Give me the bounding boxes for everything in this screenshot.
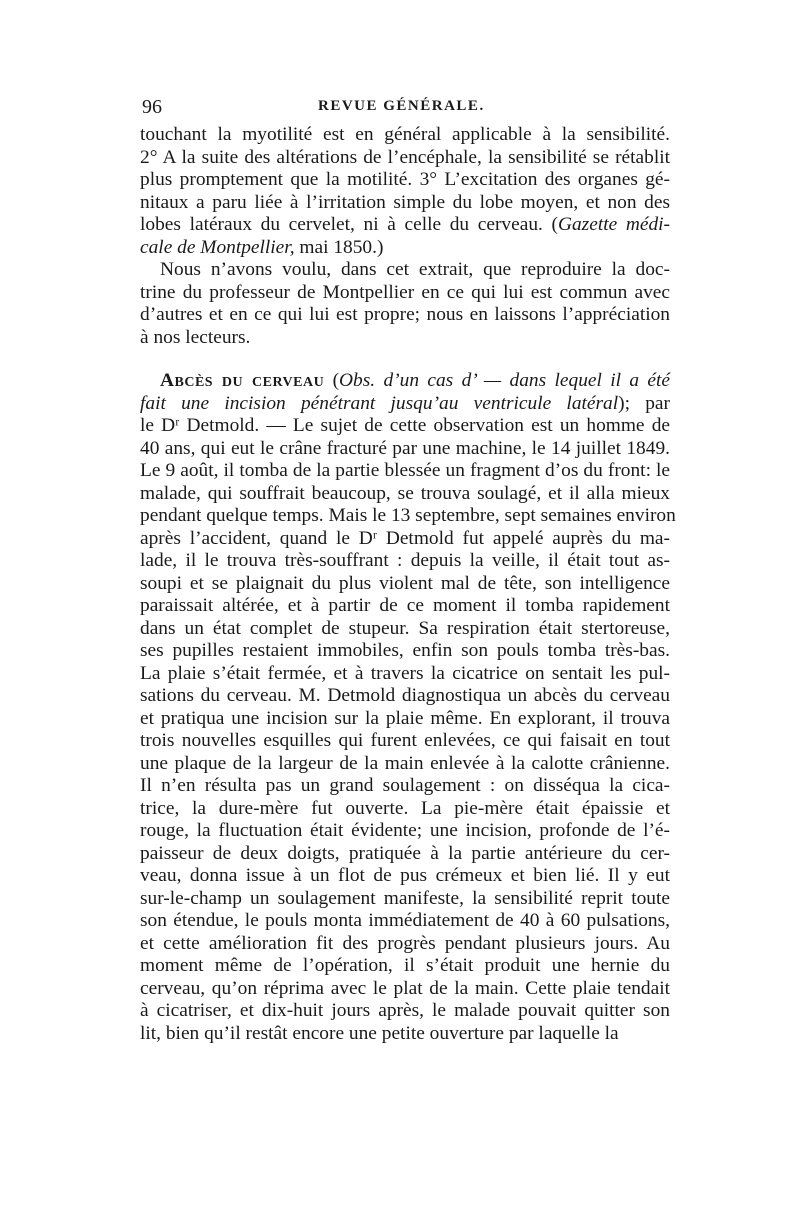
- text-line: moment même de l’opération, il s’était produit une hernie du: [140, 955, 670, 976]
- text-line: soupi et se plaignait du plus violent mal de tête, son intelligence: [140, 572, 670, 594]
- text-line: lade, il le trouva très-souffrant : depuis la veille, il était tout as-: [140, 550, 670, 571]
- text-line: sations du cerveau. M. Detmold diagnostiqua un abcès du cerveau: [140, 685, 670, 706]
- running-title: REVUE GÉNÉRALE.: [318, 98, 485, 114]
- text-line: 40 ans, qui eut le crâne fracturé par une machine, le 14 juillet 1849.: [140, 437, 670, 459]
- text-line: cerveau, qu’on réprima avec le plat de la main. Cette plaie tendait: [140, 977, 670, 999]
- text-line: nitaux a paru liée à l’irritation simple du lobe moyen, et non des: [140, 191, 670, 213]
- text-line: une plaque de la largeur de la main enlevée à la calotte crânienne.: [140, 752, 670, 774]
- text-line: malade, qui souffrait beaucoup, se trouva soulagé, et il alla mieux: [140, 482, 670, 504]
- section-heading: Abcès du cerveau: [160, 370, 325, 391]
- paragraph-editorial-note: [140, 259, 670, 349]
- text-fragment: ); par: [618, 392, 670, 414]
- section-gap: [140, 349, 670, 370]
- text-line: touchant la myotilité est en général applicable à la sensibilité.: [140, 124, 670, 145]
- text-line: [140, 370, 670, 393]
- paragraph-brain-abscess: [140, 370, 676, 1045]
- text-line: à nos lecteurs.: [140, 326, 251, 348]
- text-line: sur-le-champ un soulagement manifeste, la sensibilité reprit toute: [140, 887, 670, 909]
- citation-italic: Gazette médi-: [557, 214, 670, 235]
- text-line: le Dʳ Detmold. — Le sujet de cette observation est un homme de: [140, 415, 670, 436]
- text-line: Nous n’avons voulu, dans cet extrait, que reproduire la doc-: [160, 259, 670, 280]
- text-line: et cette amélioration fit des progrès pendant plusieurs jours. Au: [140, 932, 670, 954]
- text-line: pendant quelque temps. Mais le 13 septembre, sept semaines environ: [140, 505, 676, 526]
- citation-italic: cale de Montpellier,: [140, 236, 295, 258]
- text-line: trois nouvelles esquilles qui furent enlevées, ce qui faisait en tout: [140, 730, 670, 751]
- body-text: [140, 124, 676, 1045]
- book-page: [140, 96, 676, 1045]
- text-line: [140, 393, 670, 416]
- text-line: paraissait altérée, et à partir de ce moment il tomba rapidement: [140, 595, 670, 616]
- text-line: son étendue, le pouls monta immédiatement de 40 à 60 pulsations,: [140, 910, 670, 931]
- text-line: rouge, la fluctuation était évidente; une incision, profonde de l’é-: [140, 820, 670, 841]
- text-line: à cicatriser, et dix-huit jours après, le malade pouvait quitter son: [140, 1000, 670, 1021]
- text-line: plus promptement que la motilité. 3° L’excitation des organes gé-: [140, 169, 670, 190]
- text-line: 2° A la suite des altérations de l’encéphale, la sensibilité se rétablit: [140, 146, 670, 168]
- text-line: veau, donna issue à un flot de pus crémeux et bien lié. Il y eut: [140, 865, 670, 886]
- text-line: dans un état complet de stupeur. Sa respiration était stertoreuse,: [140, 617, 670, 639]
- text-line: trice, la dure-mère fut ouverte. La pie-mère était épaissie et: [140, 797, 670, 819]
- text-line: Le 9 août, il tomba de la partie blessée un fragment d’os du front: le: [140, 460, 670, 481]
- text-line: lit, bien qu’il restât encore une petite ouverture par laquelle la: [140, 1022, 619, 1044]
- text-line: ses pupilles restaient immobiles, enfin son pouls tomba très-bas.: [140, 640, 670, 661]
- text-line: d’autres et en ce qui lui est propre; nous en laissons l’appréciation: [140, 304, 670, 325]
- text-line: après l’accident, quand le Dʳ Detmold fut appelé auprès du ma-: [140, 527, 670, 549]
- paragraph-continuation: [140, 124, 670, 259]
- heading-italic: fait une incision pénétrant jusqu’au ventricule latéral: [140, 392, 619, 414]
- text-fragment: lobes latéraux du cervelet, ni à celle du cerveau. (: [140, 214, 558, 235]
- text-fragment: mai 1850.): [294, 236, 384, 258]
- text-line: et pratiqua une incision sur la plaie même. En explorant, il trouva: [140, 707, 670, 729]
- text-line: trine du professeur de Montpellier en ce qui lui est commun avec: [140, 281, 670, 303]
- text-line: [140, 237, 670, 260]
- text-line: Il n’en résulta pas un grand soulagement : on disséqua la cica-: [140, 775, 670, 796]
- text-fragment: (: [324, 370, 340, 391]
- text-line: [140, 214, 670, 237]
- text-line: paisseur de deux doigts, pratiquée à la partie antérieure du cer-: [140, 842, 670, 864]
- text-line: La plaie s’était fermée, et à travers la cicatrice on sentait les pul-: [140, 662, 670, 684]
- running-head: [140, 96, 670, 124]
- page-number: 96: [142, 96, 162, 118]
- heading-italic: Obs. d’un cas d’ — dans lequel il a été: [339, 370, 670, 391]
